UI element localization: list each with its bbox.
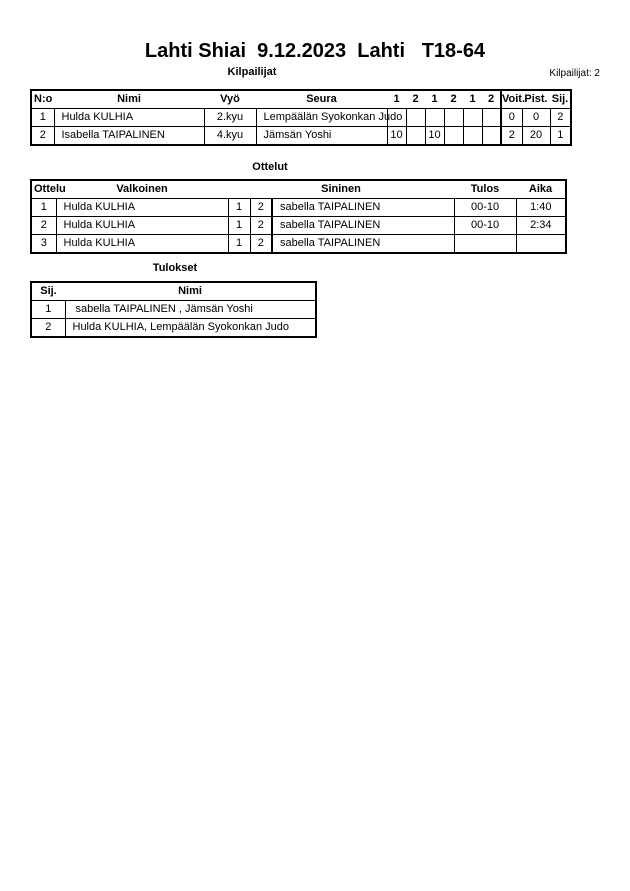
match-blue-no: 2 [250, 235, 272, 254]
col-header-match: Ottelu [31, 180, 56, 199]
match-result [454, 235, 516, 254]
results-table [30, 281, 317, 338]
col-header-name: Nimi [54, 90, 204, 109]
match-white-no: 1 [228, 217, 250, 235]
match-blue-name: sabella TAIPALINEN [272, 235, 454, 254]
match-white-name: Hulda KULHIA [56, 199, 228, 217]
competitor-no: 2 [31, 127, 54, 146]
match-no: 2 [31, 217, 56, 235]
match-no: 3 [31, 235, 56, 254]
match-time: 2:34 [516, 217, 566, 235]
col-header-score-5: 1 [463, 90, 482, 109]
competitor-row [31, 109, 571, 127]
result-name: sabella TAIPALINEN , Jämsän Yoshi [65, 301, 316, 319]
col-header-no: N:o [31, 90, 54, 109]
competitors-header-row [31, 90, 571, 109]
match-row [31, 235, 566, 254]
score-cell [444, 127, 463, 146]
result-name: Hulda KULHIA, Lempäälän Syokonkan Judo [65, 319, 316, 338]
col-header-points: Pist. [522, 90, 550, 109]
competitor-wins: 2 [501, 127, 522, 146]
competitor-points: 20 [522, 127, 550, 146]
score-cell [463, 127, 482, 146]
competitor-wins: 0 [501, 109, 522, 127]
score-cell [482, 109, 501, 127]
result-place: 2 [31, 319, 65, 338]
competitor-belt: 2.kyu [204, 109, 256, 127]
score-cell [482, 127, 501, 146]
col-header-name: Nimi [65, 282, 316, 301]
competitors-section-title: Kilpailijat [227, 66, 277, 78]
score-cell: 10 [387, 127, 406, 146]
score-cell [406, 109, 425, 127]
match-blue-name: sabella TAIPALINEN [272, 199, 454, 217]
col-header-score-3: 1 [425, 90, 444, 109]
match-time: 1:40 [516, 199, 566, 217]
col-header-score-4: 2 [444, 90, 463, 109]
col-header-club: Seura [256, 90, 387, 109]
competitor-club: Jämsän Yoshi [256, 127, 387, 146]
result-row [31, 319, 316, 338]
results-section-title: Tulokset [152, 262, 198, 274]
competitor-name: Isabella TAIPALINEN [54, 127, 204, 146]
matches-header-row [31, 180, 566, 199]
match-row [31, 217, 566, 235]
competitors-count: Kilpailijat: 2 [549, 68, 600, 79]
match-white-name: Hulda KULHIA [56, 217, 228, 235]
competitors-table [30, 89, 572, 146]
result-row [31, 301, 316, 319]
score-cell [444, 109, 463, 127]
match-white-no: 1 [228, 235, 250, 254]
competitor-belt: 4.kyu [204, 127, 256, 146]
competitor-no: 1 [31, 109, 54, 127]
score-cell: 10 [425, 127, 444, 146]
results-header-row [31, 282, 316, 301]
col-header-score-2: 2 [406, 90, 425, 109]
match-result: 00-10 [454, 199, 516, 217]
competitor-row [31, 127, 571, 146]
match-blue-no: 2 [250, 217, 272, 235]
match-row [31, 199, 566, 217]
match-white-no: 1 [228, 199, 250, 217]
score-cell [425, 109, 444, 127]
competitor-name: Hulda KULHIA [54, 109, 204, 127]
competitor-place: 2 [550, 109, 571, 127]
col-header-score-1: 1 [387, 90, 406, 109]
page-title: Lahti Shiai 9.12.2023 Lahti T18-64 [144, 40, 486, 62]
match-blue-name: sabella TAIPALINEN [272, 217, 454, 235]
matches-table [30, 179, 567, 254]
score-cell [406, 127, 425, 146]
col-header-blue: Sininen [228, 180, 454, 199]
col-header-place: Sij. [550, 90, 571, 109]
matches-section-title: Ottelut [252, 161, 288, 173]
col-header-result: Tulos [454, 180, 516, 199]
col-header-score-6: 2 [482, 90, 501, 109]
col-header-place: Sij. [31, 282, 65, 301]
col-header-wins: Voit. [501, 90, 522, 109]
competitor-club: Lempäälän Syokonkan Judo [256, 109, 387, 127]
match-result: 00-10 [454, 217, 516, 235]
match-white-name: Hulda KULHIA [56, 235, 228, 254]
match-blue-no: 2 [250, 199, 272, 217]
match-no: 1 [31, 199, 56, 217]
competitor-place: 1 [550, 127, 571, 146]
col-header-white: Valkoinen [56, 180, 228, 199]
result-place: 1 [31, 301, 65, 319]
score-cell [463, 109, 482, 127]
col-header-belt: Vyö [204, 90, 256, 109]
competitor-points: 0 [522, 109, 550, 127]
match-time [516, 235, 566, 254]
col-header-time: Aika [516, 180, 566, 199]
